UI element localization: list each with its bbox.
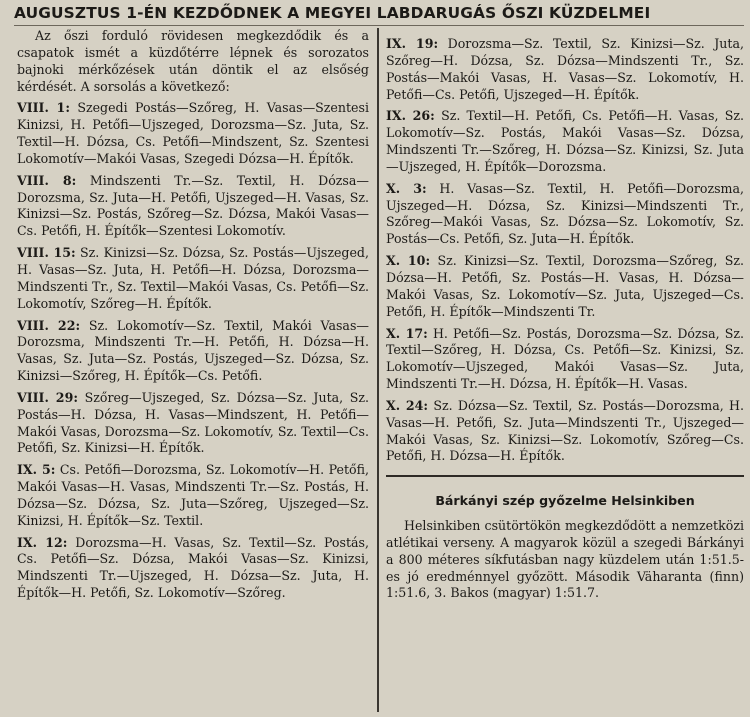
- fixture-round: [386, 181, 744, 248]
- round-fixtures: Sz. Lokomotív—Sz. Textil, Makói Vasas—Dorozsma, Mindszenti Tr.—H. Petőfi, H. Dózsa—H. Vasas, Sz. Juta—Sz. Postás, Ujszeged—Sz. Dózsa, Sz. Kinizsi—Szőreg, H. Építők—Cs. Petőfi.: [17, 317, 369, 384]
- round-date: IX. 5:: [17, 462, 56, 478]
- round-fixtures: Cs. Petőfi—Dorozsma, Sz. Lokomotív—H. Petőfi, Makói Vasas—H. Vasas, Mindszenti Tr.—Sz. Postás, H. Dózsa—Sz. Dózsa, Sz. Juta—Szőreg, Ujszeged—Sz. Kinizsi, H. Építők—Sz. Textil.: [17, 462, 369, 528]
- fixture-round: [386, 108, 744, 175]
- fixture-round: [17, 318, 369, 385]
- round-date: VIII. 15:: [17, 245, 76, 261]
- round-fixtures: Dorozsma—Sz. Textil, Sz. Kinizsi—Sz. Juta, Szőreg—H. Dózsa, Sz. Dózsa—Mindszenti Tr., Sz. Postás—Makói Vasas, H. Vasas—Sz. Lokomotív, H. Petőfi—Cs. Petőfi, Ujszeged—H. Építők.: [386, 36, 744, 102]
- round-date: VIII. 8:: [17, 172, 77, 188]
- round-fixtures: Sz. Kinizsi—Sz. Textil, Dorozsma—Szőreg, Sz. Dózsa—H. Petőfi, Sz. Postás—H. Vasas, H. Dózsa—Makói Vasas, Sz. Lokomotív—Sz. Juta, Ujszeged—Cs. Petőfi, H. Építők—Mindszenti Tr.: [386, 253, 744, 319]
- left-rounds-list: [17, 100, 369, 602]
- headline-rule: [14, 25, 744, 26]
- fixture-round: [17, 462, 369, 529]
- intro-paragraph: Az őszi forduló rövidesen megkezdődik és a csapatok ismét a küzdőtérre lépnek és sorozatos bajnoki mérkőzések után döntik el az elsőség kérdését. A sorsolás a következő:: [17, 28, 369, 94]
- fixture-round: [17, 535, 369, 602]
- left-column: [17, 28, 369, 602]
- round-date: IX. 12:: [17, 534, 68, 550]
- round-date: IX. 26:: [386, 108, 435, 124]
- round-date: X. 3:: [386, 180, 427, 196]
- round-fixtures: Dorozsma—H. Vasas, Sz. Textil—Sz. Postás, Cs. Petőfi—Sz. Dózsa, Makói Vasas—Sz. Kinizsi, Mindszenti Tr.—Ujszeged, H. Dózsa—Sz. Juta, H. Építők—H. Petőfi, Sz. Lokomotív—Szőreg.: [17, 534, 369, 601]
- round-fixtures: Sz. Textil—H. Petőfi, Cs. Petőfi—H. Vasas, Sz. Lokomotív—Sz. Postás, Makói Vasas—Sz. Dózsa, Mindszenti Tr.—Szőreg, H. Dózsa—Sz. Kinizsi, Sz. Juta—Ujszeged, H. Építők—Dorozsma.: [386, 108, 744, 174]
- fixture-round: [386, 36, 744, 103]
- right-rounds-list: [386, 36, 744, 465]
- fixture-round: [17, 245, 369, 312]
- round-fixtures: Mindszenti Tr.—Sz. Textil, H. Dózsa—Dorozsma, Sz. Juta—H. Petőfi, Ujszeged—H. Vasas, Sz. Kinizsi—Sz. Postás, Szőreg—Sz. Dózsa, Makói Vasas—Cs. Petőfi, H. Építők—Szentesi Lokomotív.: [17, 172, 369, 239]
- round-date: X. 17:: [386, 325, 428, 341]
- round-fixtures: H. Vasas—Sz. Textil, H. Petőfi—Dorozsma, Ujszeged—H. Dózsa, Sz. Kinizsi—Mindszenti Tr., Szőreg—Makói Vasas, Sz. Dózsa—Sz. Lokomotív, Sz. Postás—Cs. Petőfi, Sz. Juta—H. Építők.: [386, 180, 744, 247]
- round-date: VIII. 22:: [17, 317, 81, 333]
- fixture-round: [17, 173, 369, 240]
- fixture-round: [386, 326, 744, 393]
- fixture-round: [17, 100, 369, 167]
- right-column: [386, 31, 744, 602]
- article-title: Bárkányi szép győzelme Helsinkiben: [435, 493, 695, 509]
- round-fixtures: H. Petőfi—Sz. Postás, Dorozsma—Sz. Dózsa, Sz. Textil—Szőreg, H. Dózsa, Cs. Petőfi—Sz. Kinizsi, Sz. Lokomotív—Ujszeged, Makói Vasas—Sz. Juta, Mindszenti Tr.—H. Dózsa, H. Építők—H. Vasas.: [386, 325, 744, 392]
- column-rule: [377, 28, 379, 712]
- round-date: X. 10:: [386, 253, 431, 269]
- article-divider: [386, 475, 744, 477]
- round-fixtures: Sz. Dózsa—Sz. Textil, Sz. Postás—Dorozsma, H. Vasas—H. Petőfi, Sz. Juta—Mindszenti Tr., Ujszeged—Makói Vasas, Sz. Kinizsi—Sz. Lokomotív, Szőreg—Cs. Petőfi, H. Dózsa—H. Építők.: [386, 397, 744, 464]
- round-fixtures: Szőreg—Ujszeged, Sz. Dózsa—Sz. Juta, Sz. Postás—H. Dózsa, H. Vasas—Mindszent, H. Petőfi—Makói Vasas, Dorozsma—Sz. Lokomotív, Sz. Textil—Cs. Petőfi, Sz. Kinizsi—H. Építők.: [17, 389, 370, 456]
- round-date: VIII. 1:: [17, 100, 70, 116]
- fixture-round: [386, 253, 744, 320]
- round-date: IX. 19:: [386, 36, 439, 51]
- round-date: X. 24:: [386, 397, 429, 413]
- headline: AUGUSZTUS 1-ÉN KEZDŐDNEK A MEGYEI LABDARUGÁS ŐSZI KÜZDELMEI: [14, 4, 651, 22]
- round-date: VIII. 29:: [17, 389, 78, 405]
- article-body: Helsinkiben csütörtökön megkezdődött a nemzetközi atlétikai verseny. A magyarok közül a szegedi Bárkányi a 800 méteres síkfutásban nagy küzdelem után 1:51.5-es jó eredménnyel győzött. Második Väharanta (finn) 1:51.6, 3. Bakos (magyar) 1:51.7.: [386, 518, 744, 601]
- round-fixtures: Szegedi Postás—Szőreg, H. Vasas—Szentesi Kinizsi, H. Petőfi—Ujszeged, Dorozsma—Sz. Juta, Sz. Textil—H. Dózsa, Cs. Petőfi—Mindszent, Sz. Szentesi Lokomotív—Makói Vasas, Szegedi Dózsa—H. Építők.: [17, 100, 369, 166]
- fixture-round: [17, 390, 369, 457]
- fixture-round: [386, 398, 744, 465]
- round-fixtures: Sz. Kinizsi—Sz. Dózsa, Sz. Postás—Ujszeged, H. Vasas—Sz. Juta, H. Petőfi—H. Dózsa, Dorozsma—Mindszenti Tr., Sz. Textil—Makói Vasas, Cs. Petőfi—Sz. Lokomotív, Szőreg—H. Építők.: [17, 245, 369, 311]
